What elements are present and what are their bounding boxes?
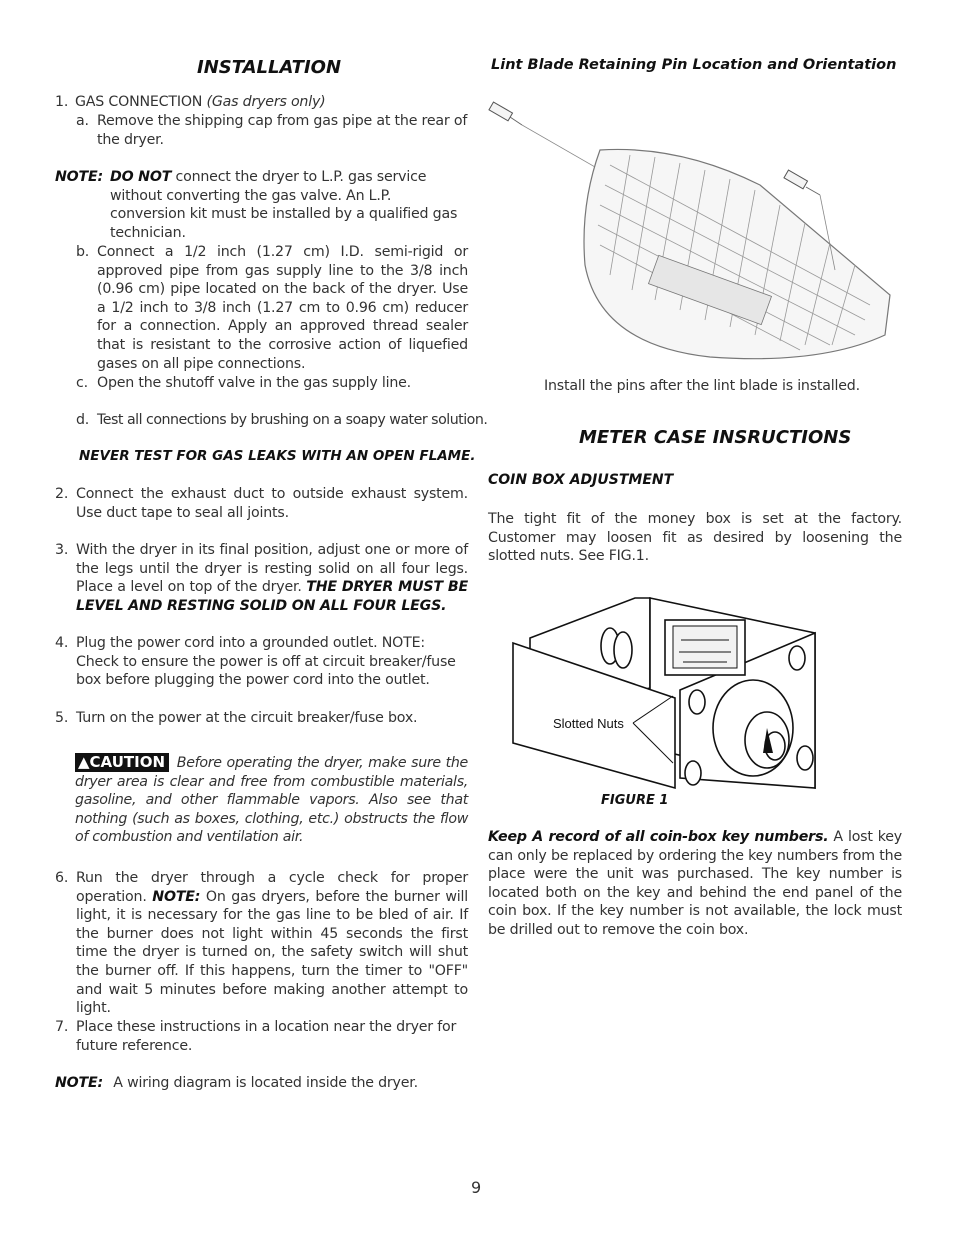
caution-badge: ▲CAUTION <box>75 753 169 772</box>
coin-box-text: The tight fit of the money box is set at the factory. Customer may loosen fit as desired by loosening the slotted nuts. See FIG.1. <box>488 511 902 565</box>
lint-caption: Install the pins after the lint blade is installed. <box>544 378 860 394</box>
gas-leak-warning: NEVER TEST FOR GAS LEAKS WITH AN OPEN FLAME. <box>79 448 476 464</box>
note-label: NOTE: <box>55 1075 103 1091</box>
item-1-title: GAS CONNECTION <box>75 94 203 110</box>
item-2: 2. Connect the exhaust duct to outside exhaust system. Use duct tape to seal all joints. <box>55 486 468 521</box>
figure-caption: FIGURE 1 <box>601 793 669 808</box>
item-1: 1. GAS CONNECTION (Gas dryers only) <box>55 94 326 110</box>
item-1-title-note: (Gas dryers only) <box>206 94 326 110</box>
item-6: 6. Run the dryer through a cycle check for proper operation. NOTE: On gas dryers, before the burner will light, it is necessary for the gas line to be bled of air. If the burner does not light within 45 seconds the first time the dryer is turned on, the safety switch will shut the burner off. If this happens, turn the timer to "OFF" and wait 5 minutes before making another attempt to light. <box>55 870 468 1017</box>
item-1c: c. Open the shutoff valve in the gas supply line. <box>76 375 411 391</box>
coin-box-heading: COIN BOX ADJUSTMENT <box>488 472 674 488</box>
warning-triangle-icon: ▲ <box>78 753 90 771</box>
item-1d: d. Test all connections by brushing on a soapy water solution. <box>76 412 488 428</box>
meter-case-heading: METER CASE INSRUCTIONS <box>579 427 852 448</box>
key-record-text: Keep A record of all coin-box key numbers. A lost key can only be replaced by ordering the key numbers from the place were the unit was purchased. The key number is located both on the key and behind the end panel of the coin box. If the key number is not available, the lock must be drilled out to remove the coin box. <box>488 829 902 938</box>
item-3: 3. With the dryer in its final position, adjust one or more of the legs until the dryer is resting solid on all four legs. Place a level on top of the dryer. THE DRYER MUST BE LEVEL AND RESTING SOLID ON ALL FOUR LEGS. <box>55 542 468 614</box>
coin-box-figure <box>505 578 830 798</box>
item-1b: b. Connect a 1/2 inch (1.27 cm) I.D. semi-rigid or approved pipe from gas supply line to the 3/8 inch (0.96 cm) pipe located on the back of the dryer. Use a 1/2 inch to 3/8 inch (1.27 cm to 0.96 cm) reducer for a connection. Apply an approved thread sealer that is resistant to the corrosive action of liquefied gases on all pipe connections. <box>76 244 468 372</box>
note-label: NOTE: <box>152 888 201 905</box>
note-wiring: NOTE: A wiring diagram is located inside the dryer. <box>55 1075 418 1091</box>
retaining-pin-icon <box>784 170 820 195</box>
retaining-pin-icon <box>489 102 522 125</box>
lint-blade-heading: Lint Blade Retaining Pin Location and Orientation <box>491 57 897 73</box>
page-number: 9 <box>471 1178 482 1197</box>
item-5: 5. Turn on the power at the circuit breaker/fuse box. <box>55 710 418 726</box>
do-not-emphasis: DO NOT <box>110 169 172 185</box>
note-lp-gas: NOTE: DO NOT connect the dryer to L.P. gas service without converting the gas valve. An L.P. conversion kit must be installed by a qualified gas technician. <box>55 169 458 241</box>
note-label: NOTE: <box>55 169 103 185</box>
item-1a: a. Remove the shipping cap from gas pipe at the rear of the dryer. <box>76 113 468 148</box>
caution-block: ▲CAUTION Before operating the dryer, make sure the dryer area is clear and free from combustible materials, gasoline, and other flammable vapors. Also see that nothing (such as boxes, clothing, etc.) obstructs the flow of combustion and ventilation air. <box>75 753 468 846</box>
level-emphasis: THE DRYER MUST BE LEVEL AND RESTING SOLID ON ALL FOUR LEGS. <box>76 579 468 614</box>
installation-heading: INSTALLATION <box>197 57 342 78</box>
item-4: 4. Plug the power cord into a grounded outlet. NOTE: Check to ensure the power is off at circuit breaker/fuse box before plugging the power cord into the outlet. <box>55 635 456 689</box>
lint-blade-illustration <box>480 95 900 365</box>
slotted-nuts-label: Slotted Nuts <box>553 716 624 731</box>
item-7: 7. Place these instructions in a location near the dryer for future reference. <box>55 1019 457 1054</box>
key-record-emphasis: Keep A record of all coin-box key numbers. <box>488 829 829 845</box>
